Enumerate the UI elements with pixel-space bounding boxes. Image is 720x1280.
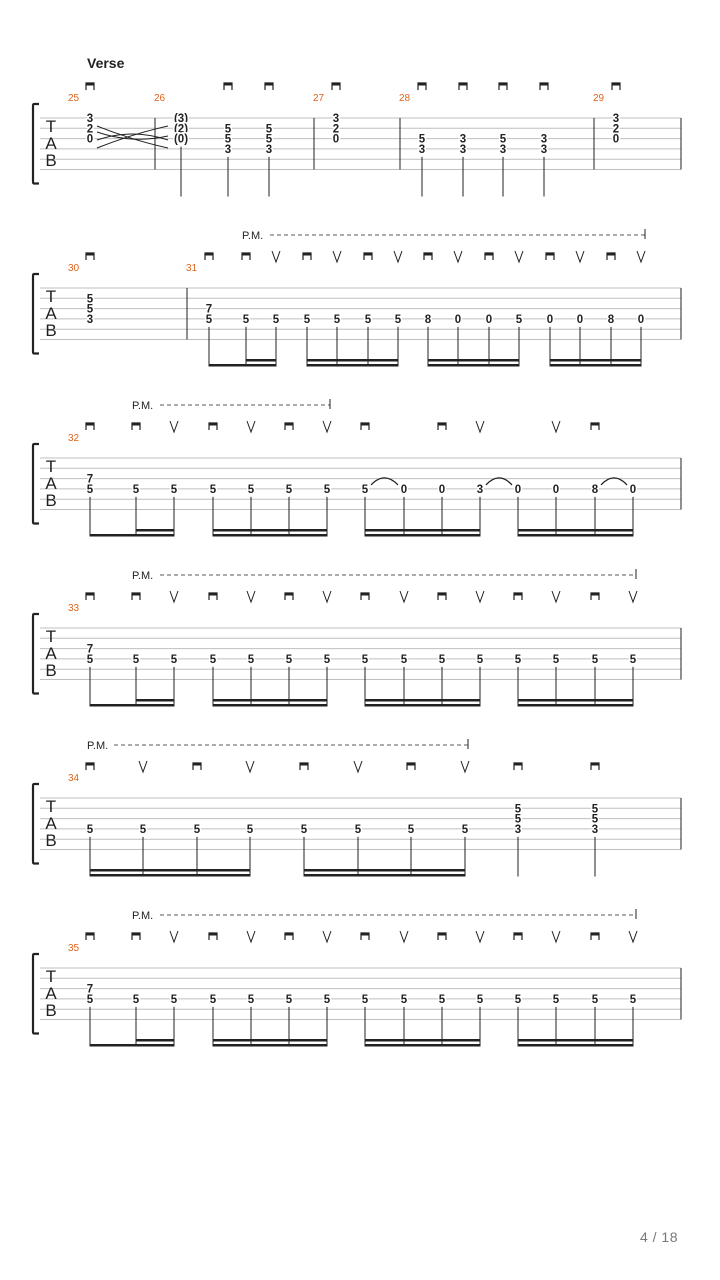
measure-number: 27 [313, 93, 325, 104]
tab-clef-letter: B [45, 831, 57, 850]
measure-number: 33 [68, 603, 80, 614]
fret-number: (0) [173, 133, 189, 146]
upstroke-icon [576, 251, 584, 262]
downstroke-icon [546, 253, 554, 256]
fret-number: 5 [394, 313, 402, 326]
fret-number: 3 [540, 143, 548, 156]
fret-number: 5 [86, 993, 94, 1006]
beam-secondary [246, 359, 276, 362]
beam-secondary [365, 699, 480, 702]
fret-number: 5 [86, 293, 94, 306]
fret-number: 5 [476, 993, 484, 1006]
beam-secondary [365, 529, 480, 532]
downstroke-icon [438, 933, 446, 936]
beam-secondary [213, 699, 327, 702]
measure-number: 35 [68, 943, 80, 954]
tab-clef-letter: B [45, 491, 57, 510]
tab-clef-letter: T [45, 287, 57, 306]
transition-lines [97, 126, 168, 148]
tab-clef-letter: T [45, 967, 57, 986]
downstroke-icon [205, 253, 213, 256]
tab-system [33, 83, 681, 197]
beam [90, 534, 174, 537]
downstroke-icon [364, 253, 372, 256]
fret-number: 3 [86, 113, 94, 125]
fret-number: 0 [576, 313, 584, 326]
upstroke-icon [637, 251, 645, 262]
fret-number: 5 [514, 653, 522, 666]
beam [518, 704, 633, 707]
beam [90, 1044, 174, 1047]
upstroke-icon [454, 251, 462, 262]
system-bracket [33, 444, 39, 524]
beam [365, 704, 480, 707]
measure-number: 30 [68, 263, 80, 274]
fret-number: 5 [170, 993, 178, 1006]
downstroke-icon [514, 593, 522, 596]
fret-number: 3 [612, 113, 620, 125]
downstroke-icon [540, 83, 548, 86]
beam-secondary [307, 359, 398, 362]
upstroke-icon [247, 421, 255, 432]
upstroke-icon [629, 591, 637, 602]
downstroke-icon [303, 253, 311, 256]
downstroke-icon [86, 83, 94, 86]
downstroke-icon [132, 593, 140, 596]
tab-clef-letter: A [45, 644, 57, 663]
upstroke-icon [323, 421, 331, 432]
downstroke-icon [591, 933, 599, 936]
upstroke-icon [629, 931, 637, 942]
tab-clef-letter: A [45, 474, 57, 493]
downstroke-icon [485, 253, 493, 256]
fret-number: 5 [514, 813, 522, 826]
palm-mute-label: P.M. [132, 910, 154, 922]
fret-number: 5 [86, 823, 94, 836]
fret-number: 5 [265, 133, 273, 146]
fret-number: 5 [438, 653, 446, 666]
beam-secondary [136, 529, 174, 532]
beam [365, 534, 480, 537]
downstroke-icon [438, 593, 446, 596]
fret-number: 5 [224, 123, 232, 136]
fret-number: 3 [476, 483, 484, 496]
measure-number: 34 [68, 773, 80, 784]
downstroke-icon [591, 593, 599, 596]
fret-number: 5 [247, 993, 255, 1006]
fret-number: 2 [86, 123, 94, 136]
beam [365, 1044, 480, 1047]
fret-number: 5 [333, 313, 341, 326]
palm-mute-label: P.M. [132, 400, 154, 412]
downstroke-icon [300, 763, 308, 766]
upstroke-icon [552, 421, 560, 432]
page-number: 4 / 18 [639, 1229, 678, 1245]
fret-number: 5 [461, 823, 469, 836]
fret-number: 5 [247, 653, 255, 666]
downstroke-icon [242, 253, 250, 256]
fret-number: 5 [364, 313, 372, 326]
upstroke-icon [394, 251, 402, 262]
palm-mute-label: P.M. [132, 570, 154, 582]
upstroke-icon [139, 761, 147, 772]
fret-number: 5 [476, 653, 484, 666]
tab-clef-letter: B [45, 661, 57, 680]
fret-number: 0 [552, 483, 560, 496]
fret-number: 0 [612, 133, 620, 146]
fret-number: 3 [224, 143, 232, 156]
downstroke-icon [86, 933, 94, 936]
beam-secondary [304, 869, 465, 872]
downstroke-icon [86, 423, 94, 426]
fret-number: 3 [418, 143, 426, 156]
tab-clef-letter: B [45, 1001, 57, 1020]
tab-system [33, 569, 681, 707]
upstroke-icon [170, 931, 178, 942]
tab-system [33, 399, 681, 537]
upstroke-icon [333, 251, 341, 262]
fret-number: 3 [591, 823, 599, 836]
fret-number: 5 [285, 483, 293, 496]
fret-number: 5 [591, 653, 599, 666]
system-bracket [33, 104, 39, 184]
upstroke-icon [170, 591, 178, 602]
fret-number: 7 [86, 983, 94, 996]
beam [307, 364, 398, 367]
downstroke-icon [332, 83, 340, 86]
fret-number: 5 [552, 653, 560, 666]
measure-number: 31 [186, 263, 198, 274]
fret-number: 5 [139, 823, 147, 836]
fret-number: 5 [591, 803, 599, 816]
fret-number: 2 [612, 123, 620, 136]
downstroke-icon [285, 423, 293, 426]
upstroke-icon [247, 931, 255, 942]
downstroke-icon [86, 593, 94, 596]
downstroke-icon [438, 423, 446, 426]
fret-number: 7 [205, 303, 213, 316]
beam-secondary [136, 1039, 174, 1042]
tab-clef-letter: A [45, 304, 57, 323]
fret-number: 5 [552, 993, 560, 1006]
upstroke-icon [461, 761, 469, 772]
system-bracket [33, 614, 39, 694]
fret-number: 5 [265, 123, 273, 136]
fret-number: 5 [132, 993, 140, 1006]
downstroke-icon [209, 593, 217, 596]
fret-number: 2 [332, 123, 340, 136]
downstroke-icon [591, 763, 599, 766]
beam [90, 874, 250, 877]
upstroke-icon [476, 591, 484, 602]
upstroke-icon [552, 591, 560, 602]
fret-number: (2) [173, 123, 189, 136]
fret-number: 5 [242, 313, 250, 326]
fret-number: 5 [629, 653, 637, 666]
beam-secondary [550, 359, 641, 362]
tab-clef-letter: T [45, 457, 57, 476]
section-title: Verse [87, 55, 125, 71]
fret-number: 5 [209, 483, 217, 496]
downstroke-icon [193, 763, 201, 766]
fret-number: 5 [209, 993, 217, 1006]
fret-number: 0 [400, 483, 408, 496]
downstroke-icon [514, 933, 522, 936]
fret-number: 7 [86, 473, 94, 486]
tab-clef-letter: A [45, 814, 57, 833]
beam-secondary [136, 699, 174, 702]
downstroke-icon [612, 83, 620, 86]
upstroke-icon [476, 931, 484, 942]
measure-number: 28 [399, 93, 411, 104]
system-bracket [33, 274, 39, 354]
fret-number: 5 [629, 993, 637, 1006]
beam-secondary [518, 1039, 633, 1042]
fret-number: 5 [285, 653, 293, 666]
measure-number: 29 [593, 93, 605, 104]
fret-number: 5 [323, 483, 331, 496]
measure-number: 32 [68, 433, 80, 444]
fret-number: 5 [170, 483, 178, 496]
beam-secondary [213, 1039, 327, 1042]
downstroke-icon [424, 253, 432, 256]
upstroke-icon [247, 591, 255, 602]
fret-number: 5 [400, 993, 408, 1006]
tab-system [33, 229, 681, 367]
upstroke-icon [400, 591, 408, 602]
palm-mute-label: P.M. [87, 740, 109, 752]
fret-number: 5 [438, 993, 446, 1006]
fret-number: 0 [86, 133, 94, 146]
tab-clef-letter: T [45, 797, 57, 816]
downstroke-icon [407, 763, 415, 766]
fret-number: 0 [454, 313, 462, 326]
downstroke-icon [361, 593, 369, 596]
downstroke-icon [459, 83, 467, 86]
fret-number: 3 [459, 143, 467, 156]
upstroke-icon [354, 761, 362, 772]
fret-number: 5 [418, 133, 426, 146]
upstroke-icon [323, 591, 331, 602]
fret-number: 5 [323, 993, 331, 1006]
beam [550, 364, 641, 367]
beam-secondary [428, 359, 519, 362]
upstroke-icon [476, 421, 484, 432]
fret-number: 5 [205, 313, 213, 326]
downstroke-icon [132, 933, 140, 936]
measure-number: 25 [68, 93, 80, 104]
fret-number: 5 [514, 993, 522, 1006]
fret-number: 3 [499, 143, 507, 156]
beam [304, 874, 465, 877]
palm-mute-label: P.M. [242, 230, 264, 242]
beam [213, 704, 327, 707]
fret-number: 5 [86, 483, 94, 496]
upstroke-icon [515, 251, 523, 262]
fret-number: 5 [209, 653, 217, 666]
fret-number: 8 [607, 313, 615, 326]
upstroke-icon [400, 931, 408, 942]
fret-number: 3 [86, 313, 94, 326]
fret-number: 5 [407, 823, 415, 836]
fret-number: 0 [514, 483, 522, 496]
downstroke-icon [224, 83, 232, 86]
fret-number: 5 [300, 823, 308, 836]
upstroke-icon [323, 931, 331, 942]
fret-number: 3 [332, 113, 340, 125]
fret-number: 5 [400, 653, 408, 666]
fret-number: 5 [354, 823, 362, 836]
upstroke-icon [272, 251, 280, 262]
downstroke-icon [285, 933, 293, 936]
system-bracket [33, 954, 39, 1034]
fret-number: (3) [173, 113, 189, 125]
fret-number: 5 [132, 483, 140, 496]
downstroke-icon [265, 83, 273, 86]
fret-number: 3 [265, 143, 273, 156]
fret-number: 8 [591, 483, 599, 496]
beam [209, 364, 276, 367]
tab-system [33, 909, 681, 1047]
downstroke-icon [607, 253, 615, 256]
fret-number: 3 [514, 823, 522, 836]
fret-number: 5 [247, 483, 255, 496]
beam [90, 704, 174, 707]
downstroke-icon [361, 933, 369, 936]
fret-number: 5 [361, 483, 369, 496]
fret-number: 5 [272, 313, 280, 326]
tab-clef-letter: B [45, 321, 57, 340]
fret-number: 7 [86, 643, 94, 656]
beam [428, 364, 519, 367]
tab-clef-letter: A [45, 134, 57, 153]
fret-number: 3 [459, 133, 467, 146]
fret-number: 5 [499, 133, 507, 146]
fret-number: 5 [591, 813, 599, 826]
tab-clef-letter: A [45, 984, 57, 1003]
fret-number: 5 [514, 803, 522, 816]
beam-secondary [90, 869, 250, 872]
fret-number: 5 [591, 993, 599, 1006]
fret-number: 5 [224, 133, 232, 146]
fret-number: 0 [485, 313, 493, 326]
downstroke-icon [86, 763, 94, 766]
fret-number: 5 [86, 653, 94, 666]
downstroke-icon [209, 423, 217, 426]
downstroke-icon [514, 763, 522, 766]
fret-number: 5 [132, 653, 140, 666]
beam [518, 1044, 633, 1047]
fret-number: 5 [361, 653, 369, 666]
tab-system [33, 739, 681, 877]
tab-clef-letter: T [45, 627, 57, 646]
downstroke-icon [591, 423, 599, 426]
beam [518, 534, 633, 537]
fret-number: 5 [193, 823, 201, 836]
downstroke-icon [86, 253, 94, 256]
fret-number: 5 [86, 303, 94, 316]
fret-number: 0 [629, 483, 637, 496]
downstroke-icon [418, 83, 426, 86]
fret-number: 5 [361, 993, 369, 1006]
downstroke-icon [361, 423, 369, 426]
beam [213, 534, 327, 537]
fret-number: 8 [424, 313, 432, 326]
measure-number: 26 [154, 93, 166, 104]
beam-secondary [365, 1039, 480, 1042]
fret-number: 0 [332, 133, 340, 146]
fret-number: 5 [515, 313, 523, 326]
upstroke-icon [170, 421, 178, 432]
upstroke-icon [552, 931, 560, 942]
downstroke-icon [209, 933, 217, 936]
upstroke-icon [246, 761, 254, 772]
beam-secondary [518, 529, 633, 532]
downstroke-icon [499, 83, 507, 86]
fret-number: 5 [303, 313, 311, 326]
fret-number: 0 [637, 313, 645, 326]
downstroke-icon [285, 593, 293, 596]
tab-clef-letter: B [45, 151, 57, 170]
fret-number: 3 [540, 133, 548, 146]
fret-number: 5 [246, 823, 254, 836]
downstroke-icon [132, 423, 140, 426]
fret-number: 0 [438, 483, 446, 496]
beam-secondary [518, 699, 633, 702]
fret-number: 5 [285, 993, 293, 1006]
system-bracket [33, 784, 39, 864]
fret-number: 5 [170, 653, 178, 666]
fret-number: 5 [323, 653, 331, 666]
fret-number: 0 [546, 313, 554, 326]
beam [213, 1044, 327, 1047]
beam-secondary [213, 529, 327, 532]
tab-clef-letter: T [45, 117, 57, 136]
